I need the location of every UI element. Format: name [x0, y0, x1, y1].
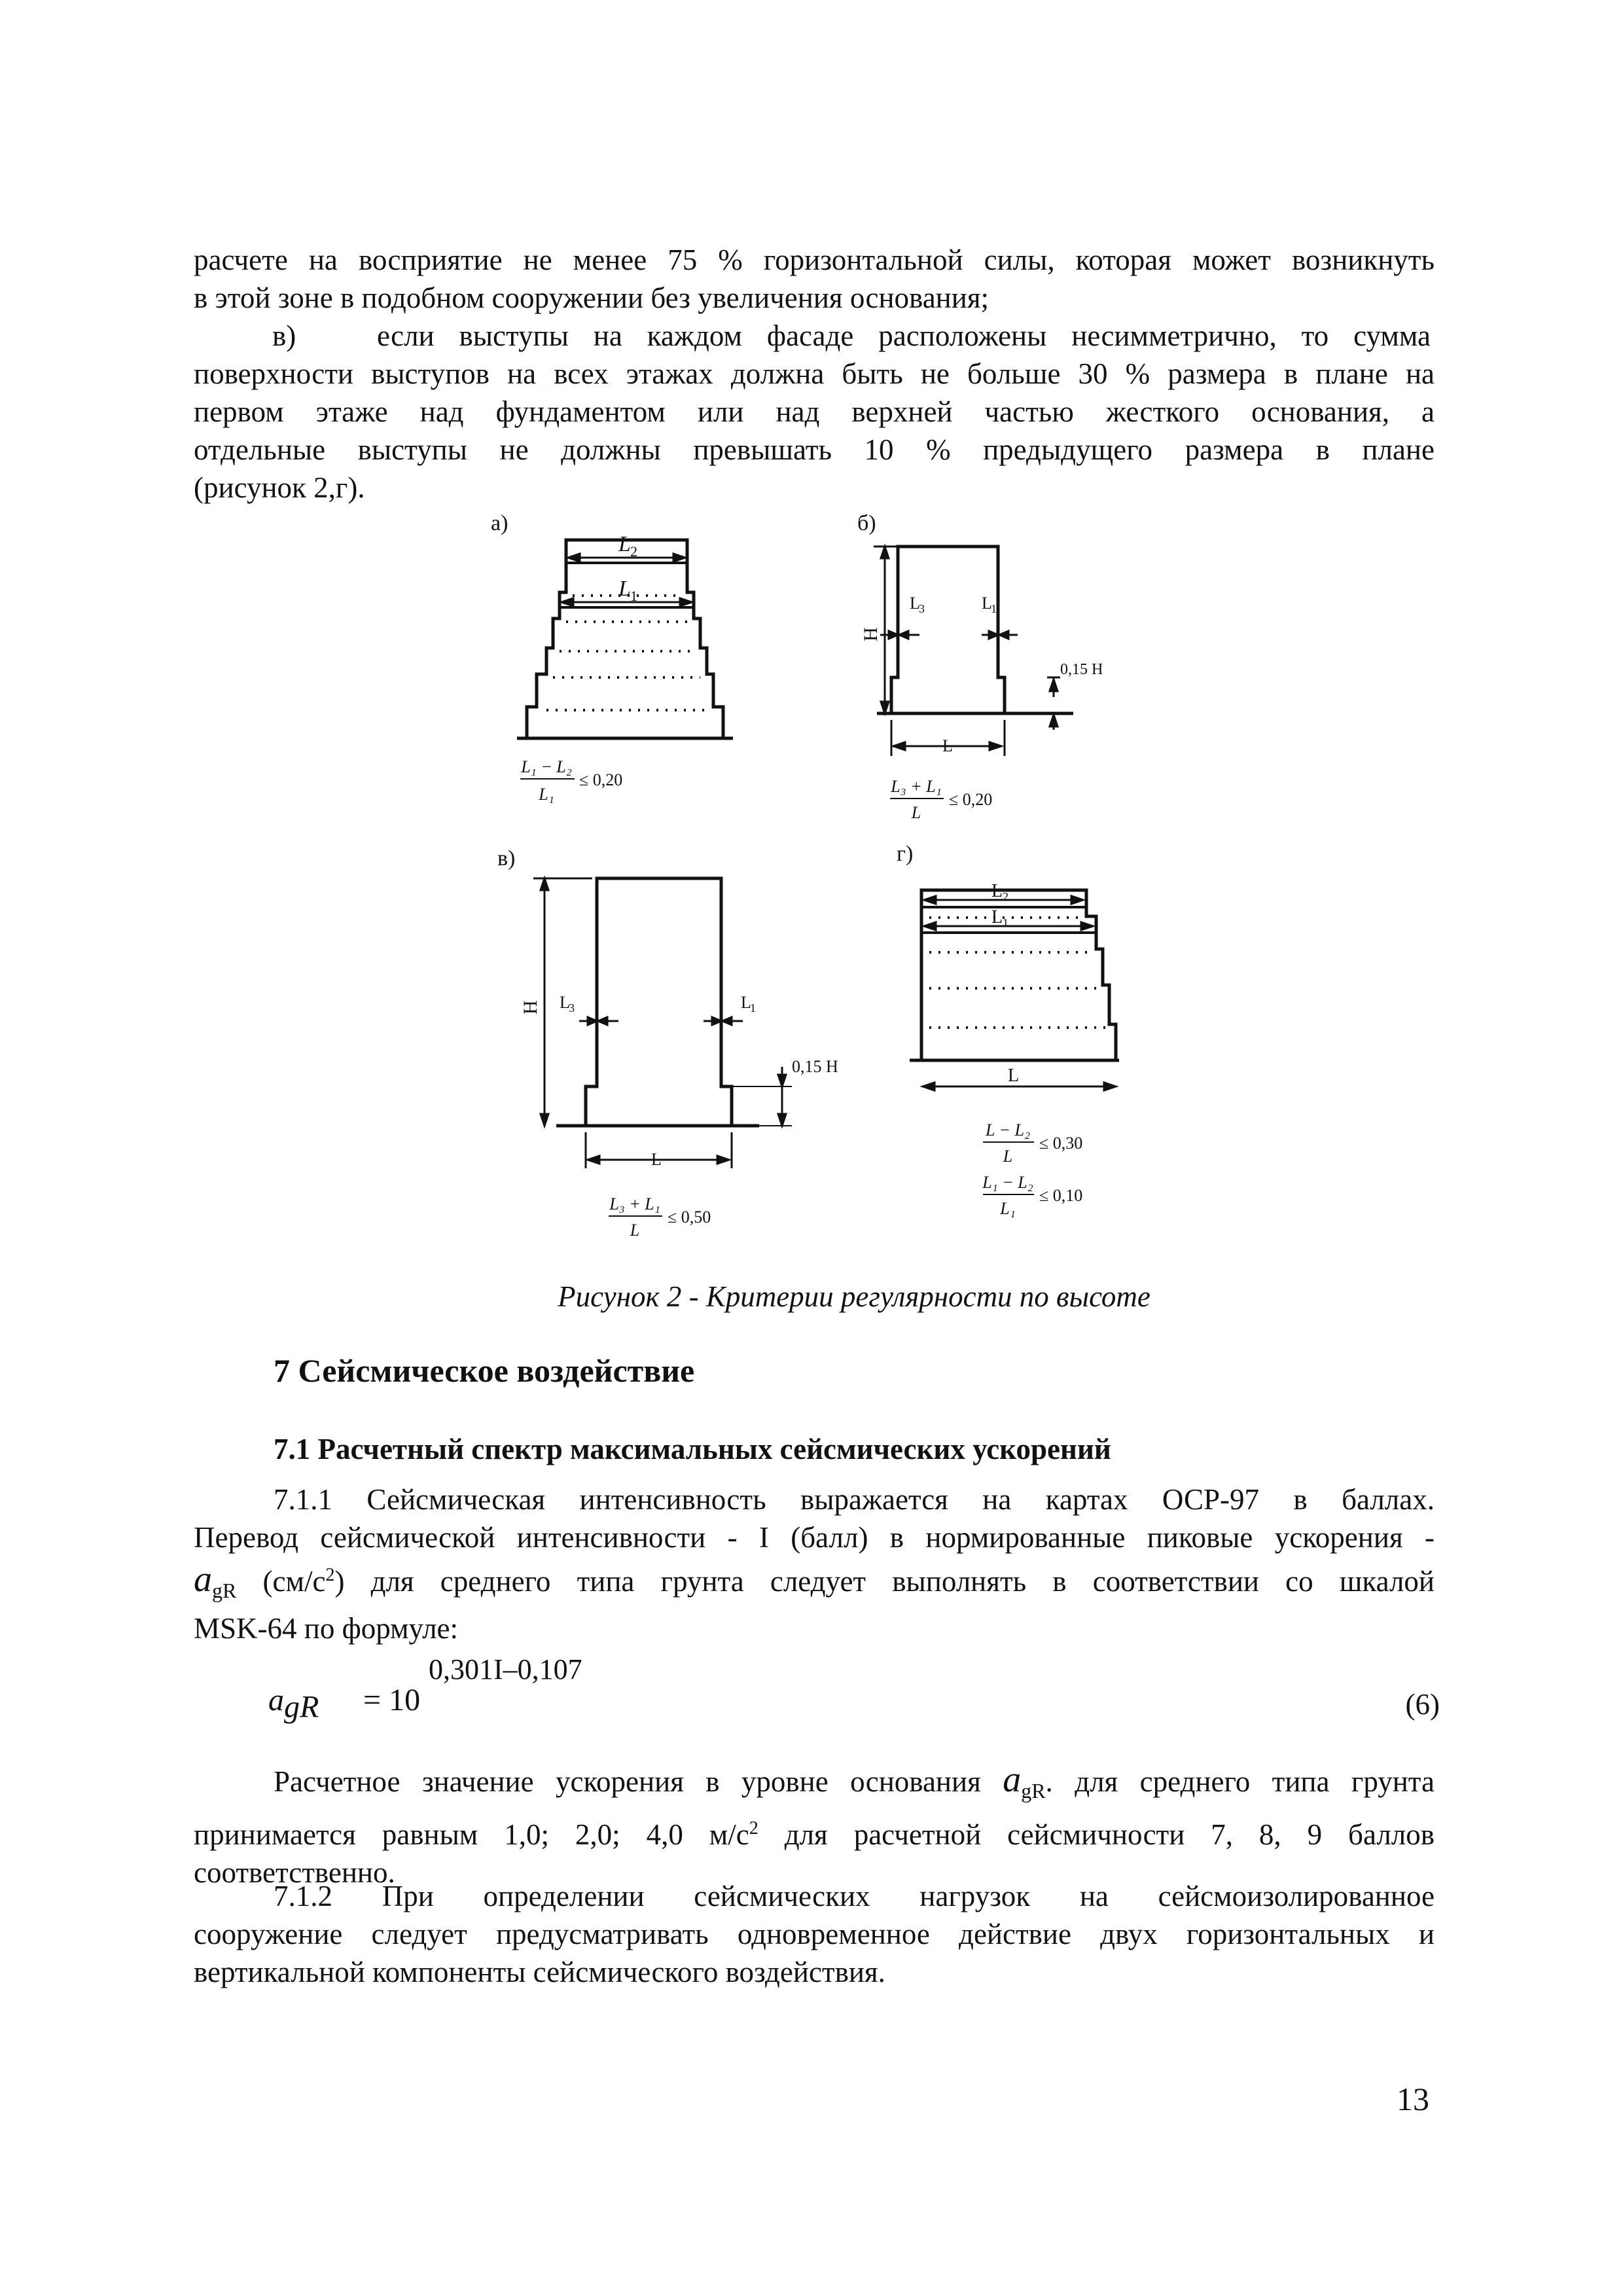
- label-l3: L: [910, 594, 920, 613]
- figure-2: [484, 504, 1237, 1270]
- label-base-l: L: [651, 1150, 662, 1169]
- ratio-g1-den: L: [1003, 1147, 1013, 1166]
- text-line: расчете на восприятие не менее 75 % горизонтальной силы, которая может возникнуть: [194, 243, 1435, 276]
- paragraph-7-1-1: [194, 1480, 1435, 1647]
- text-line: [194, 1810, 1435, 1854]
- label-base-l: L: [1008, 1066, 1020, 1086]
- section-7-1-heading: 7.1 Расчетный спектр максимальных сейсмических ускорений: [274, 1433, 1111, 1465]
- formula-number: (6): [1405, 1688, 1440, 1721]
- label-l1: L: [741, 993, 751, 1012]
- panel-b-building: [877, 547, 1073, 713]
- text-line: отдельные выступы не должны превышать 10 % предыдущего размера в плане: [194, 433, 1435, 466]
- text: для расчетной сейсмичности 7, 8, 9 баллов: [758, 1818, 1435, 1851]
- text-line: [194, 1761, 1435, 1810]
- text: Расчетное значение ускорения в уровне основания: [274, 1765, 981, 1798]
- label-l1: L: [982, 594, 992, 613]
- text-line: первом этаже над фундаментом или над верхней частью жесткого основания, а: [194, 395, 1435, 428]
- unit: (см/с: [262, 1565, 326, 1598]
- formula-rhs: = 10: [363, 1683, 421, 1717]
- text-line: 7.1.1 Сейсмическая интенсивность выражается на картах ОСР-97 в баллах.: [274, 1483, 1435, 1516]
- label-base-l: L: [942, 736, 953, 755]
- panel-b-label: б): [857, 511, 876, 535]
- formula-exponent: 0,301I–0,107: [429, 1653, 582, 1685]
- panel-a-label: а): [491, 511, 508, 535]
- ratio-b-den: L: [911, 803, 921, 822]
- label-l3-sub: 3: [919, 602, 925, 615]
- label-l1-sub: 1: [750, 1001, 756, 1014]
- text-line: в этой зоне в подобном сооружении без увеличения основания;: [194, 281, 990, 314]
- paragraph-accel: [194, 1761, 1435, 1892]
- label-l1: L: [991, 907, 1003, 927]
- panel-g-stepped-building: [910, 890, 1119, 1060]
- text: ) для среднего типа грунта следует выполнять в соответствии со шкалой: [334, 1565, 1435, 1598]
- label-h: H: [860, 627, 882, 641]
- ratio-v-num: L₃ + L₁: [609, 1194, 660, 1213]
- label-l2-sub: 2: [1003, 890, 1008, 903]
- text-line: MSK-64 по формуле:: [194, 1612, 459, 1645]
- text-line: [194, 317, 1435, 355]
- formula-subscript: gR: [284, 1689, 319, 1725]
- ratio-b-cond: ≤ 0,20: [949, 790, 993, 809]
- text-line: поверхности выступов на всех этажах должна быть не больше 30 % размера в плане на: [194, 357, 1435, 390]
- intro-paragraph: [194, 241, 1435, 317]
- label-015h: 0,15 H: [792, 1057, 838, 1076]
- panel-v-building: [556, 878, 759, 1126]
- label-l1: L: [618, 577, 631, 601]
- symbol-a: a: [1003, 1759, 1022, 1800]
- figure-drawing: [484, 504, 1237, 1270]
- ratio-v-cond: ≤ 0,50: [668, 1208, 711, 1227]
- ratio-g2-den: L₁: [1000, 1199, 1016, 1218]
- label-l1-sub: 1: [630, 588, 637, 604]
- ratio-b-num: L₃ + L₁: [891, 777, 942, 796]
- text: принимается равным 1,0; 2,0; 4,0 м/с: [194, 1818, 749, 1851]
- text-line: [194, 1556, 1435, 1609]
- text-line: соответственно.: [194, 1856, 395, 1889]
- ratio-g1-num: L − L₂: [985, 1121, 1031, 1139]
- label-l1-sub: 1: [991, 602, 997, 615]
- panel-v-label: в): [497, 846, 516, 870]
- label-l1-sub: 1: [1003, 916, 1008, 929]
- panel-g-label: г): [897, 842, 914, 866]
- ratio-a-den: L₁: [539, 785, 554, 804]
- page-number: 13: [1397, 2081, 1429, 2117]
- symbol-sub: gR: [212, 1579, 237, 1602]
- list-marker: в): [272, 319, 296, 352]
- item-v-paragraph: [194, 317, 1435, 507]
- text: . для среднего типа грунта: [1045, 1765, 1435, 1798]
- ratio-g1-cond: ≤ 0,30: [1039, 1134, 1083, 1153]
- ratio-g2-num: L₁ − L₂: [982, 1173, 1033, 1192]
- text-line: вертикальной компоненты сейсмического воздействия.: [194, 1956, 885, 1988]
- ratio-g2-cond: ≤ 0,10: [1039, 1186, 1083, 1205]
- ratio-a-num: L₁ − L₂: [521, 757, 572, 776]
- text-line: (рисунок 2,г).: [194, 471, 365, 504]
- formula-6: [268, 1653, 1440, 1734]
- label-h: H: [520, 1000, 541, 1014]
- label-l2: L: [991, 881, 1003, 901]
- text-line: если выступы на каждом фасаде расположены несимметрично, то сумма: [377, 319, 1431, 352]
- symbol-sub: gR: [1021, 1779, 1046, 1803]
- ratio-v-den: L: [630, 1221, 640, 1240]
- panel-a-stepped-building: [517, 540, 733, 738]
- unit-sup: 2: [749, 1818, 758, 1839]
- label-l3-sub: 3: [569, 1001, 575, 1014]
- formula-symbol: a: [268, 1683, 284, 1717]
- label-l3: L: [560, 993, 570, 1012]
- text-line: сооружение следует предусматривать одновременное действие двух горизонтальных и: [194, 1918, 1435, 1950]
- formula-lhs: [268, 1682, 319, 1725]
- figure-caption: Рисунок 2 - Критерии регулярности по высоте: [558, 1280, 1150, 1313]
- ratio-a-cond: ≤ 0,20: [579, 770, 623, 789]
- label-l2: L: [618, 532, 631, 556]
- label-l2-sub: 2: [630, 543, 637, 560]
- symbol-a: a: [194, 1559, 212, 1600]
- text-line: 7.1.2 При определении сейсмических нагрузок на сейсмоизолированное: [274, 1880, 1435, 1912]
- text-line: Перевод сейсмической интенсивности - I (балл) в нормированные пиковые ускорения -: [194, 1521, 1435, 1554]
- paragraph-7-1-2: [194, 1877, 1435, 1991]
- unit-sup: 2: [325, 1565, 335, 1585]
- section-7-heading: 7 Сейсмическое воздействие: [274, 1352, 695, 1389]
- label-015h: 0,15 H: [1060, 661, 1103, 678]
